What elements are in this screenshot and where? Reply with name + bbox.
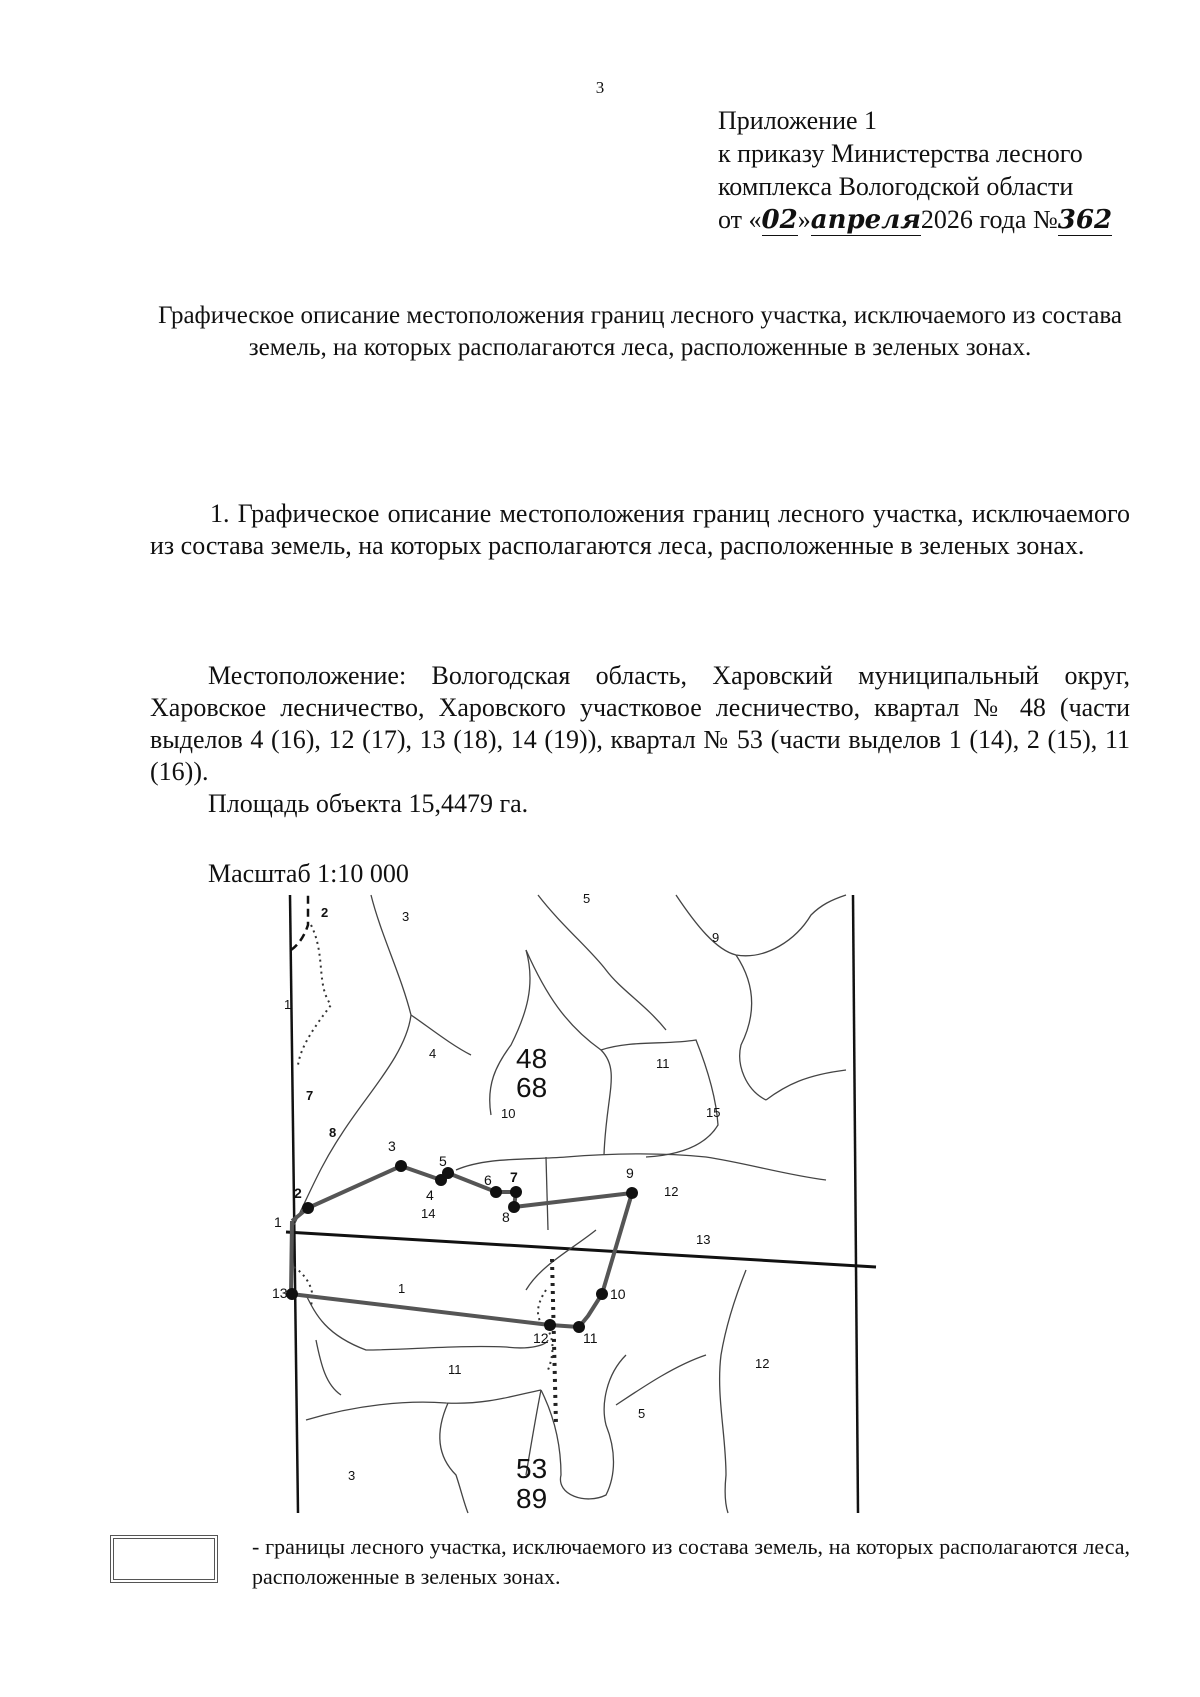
- legend-text: - границы лесного участка, исключаемого из состава земель, на которых располагаются леса, расположенные в зеленых зонах.: [252, 1534, 1130, 1589]
- subdivision-number: 1: [398, 1281, 406, 1296]
- subdivision-number: 14: [421, 1206, 436, 1221]
- boundary-point: [286, 1288, 298, 1300]
- quarter-number: 53: [516, 1453, 548, 1484]
- crossed-boundary: [552, 1259, 556, 1425]
- date-month: апреля: [810, 205, 921, 235]
- subdivision-number: 13: [696, 1232, 711, 1247]
- item-paragraph: 1. Графическое описание местоположения границ лесного участка, исключаемого из состава земель, на которых располагаются леса, расположенные в зеленых зонах.: [150, 499, 1130, 560]
- appendix-date-line: [718, 203, 1112, 237]
- plot-boundary: [291, 1166, 632, 1327]
- point-number: 9: [626, 1165, 634, 1181]
- point-number: 2: [294, 1185, 302, 1201]
- subdivision-number: 12: [664, 1184, 679, 1199]
- subdivision-number: 15: [706, 1105, 721, 1120]
- date-year: 2026 года №: [920, 205, 1058, 234]
- boundary-point: [508, 1201, 520, 1213]
- date-day: 02: [761, 205, 798, 235]
- date-prefix: от «: [718, 205, 762, 234]
- boundary-point: [626, 1187, 638, 1199]
- subdivision-number: 5: [638, 1406, 646, 1421]
- subdivision-number: 2: [321, 905, 329, 920]
- point-number: 4: [426, 1187, 434, 1203]
- boundary-map: [272, 891, 876, 1514]
- boundary-point: [490, 1186, 502, 1198]
- point-number: 13: [272, 1285, 288, 1301]
- subdivision-number: 7: [306, 1088, 314, 1103]
- legend-symbol: [110, 1535, 218, 1583]
- date-mid: »: [797, 205, 811, 234]
- point-number: 8: [502, 1209, 510, 1225]
- quarter-number: 89: [516, 1483, 548, 1514]
- point-number: 11: [583, 1330, 598, 1346]
- subdivision-number: 5: [583, 891, 591, 906]
- appendix-line-2: к приказу Министерства лесного: [718, 139, 1083, 168]
- subdivision-number: 3: [402, 909, 410, 924]
- quarter-number: 68: [516, 1072, 548, 1103]
- subdivision-number: 11: [448, 1362, 462, 1377]
- order-number: 362: [1057, 205, 1113, 235]
- document-title: Графическое описание местоположения границ лесного участка, исключаемого из состава земель, на которых располагаются леса, расположенные в зеленых зонах.: [158, 302, 1122, 361]
- scale-line: Масштаб 1:10 000: [208, 859, 409, 888]
- point-number: 12: [533, 1330, 549, 1346]
- appendix-line-1: Приложение 1: [718, 106, 878, 135]
- quarter-number: 48: [516, 1043, 548, 1074]
- subdivision-number: 1: [284, 997, 292, 1012]
- point-number: 3: [388, 1138, 396, 1154]
- point-number: 1: [274, 1214, 282, 1230]
- subdivision-number: 11: [656, 1056, 670, 1071]
- location-paragraph: Местоположение: Вологодская область, Харовский муниципальный округ, Харовское лесничество, Харовского участковое лесничество, квартал № 48 (части выделов 4 (16), 12 (17), 13 (18), 14 (19)), квартал № 53 (части выделов 1 (14), 2 (15), 11 (16)).: [150, 661, 1130, 786]
- boundary-point: [510, 1186, 522, 1198]
- subdivision-number: 8: [329, 1125, 337, 1140]
- point-number: 7: [510, 1169, 518, 1185]
- quarter-line-middle: [286, 1232, 876, 1267]
- boundary-point: [395, 1160, 407, 1172]
- subdivision-number: 4: [429, 1046, 437, 1061]
- point-number: 5: [439, 1153, 447, 1169]
- subdivision-number: 12: [755, 1356, 770, 1371]
- page-number: 3: [595, 78, 605, 97]
- dashed-contour: [291, 895, 308, 950]
- boundary-points: [286, 1160, 638, 1333]
- subdivision-number: 3: [348, 1468, 356, 1483]
- point-number: 6: [484, 1172, 492, 1188]
- appendix-header: [718, 104, 1112, 237]
- subdivision-lines: [294, 895, 846, 1513]
- area-line: Площадь объекта 15,4479 га.: [208, 789, 529, 818]
- boundary-point: [596, 1288, 608, 1300]
- quarter-line-right: [853, 895, 858, 1513]
- boundary-point: [302, 1202, 314, 1214]
- point-number: 10: [610, 1286, 626, 1302]
- appendix-line-3: комплекса Вологодской области: [718, 172, 1074, 201]
- subdivision-number: 10: [501, 1106, 516, 1121]
- subdivision-number: 9: [712, 930, 720, 945]
- quarter-line-left: [290, 895, 298, 1513]
